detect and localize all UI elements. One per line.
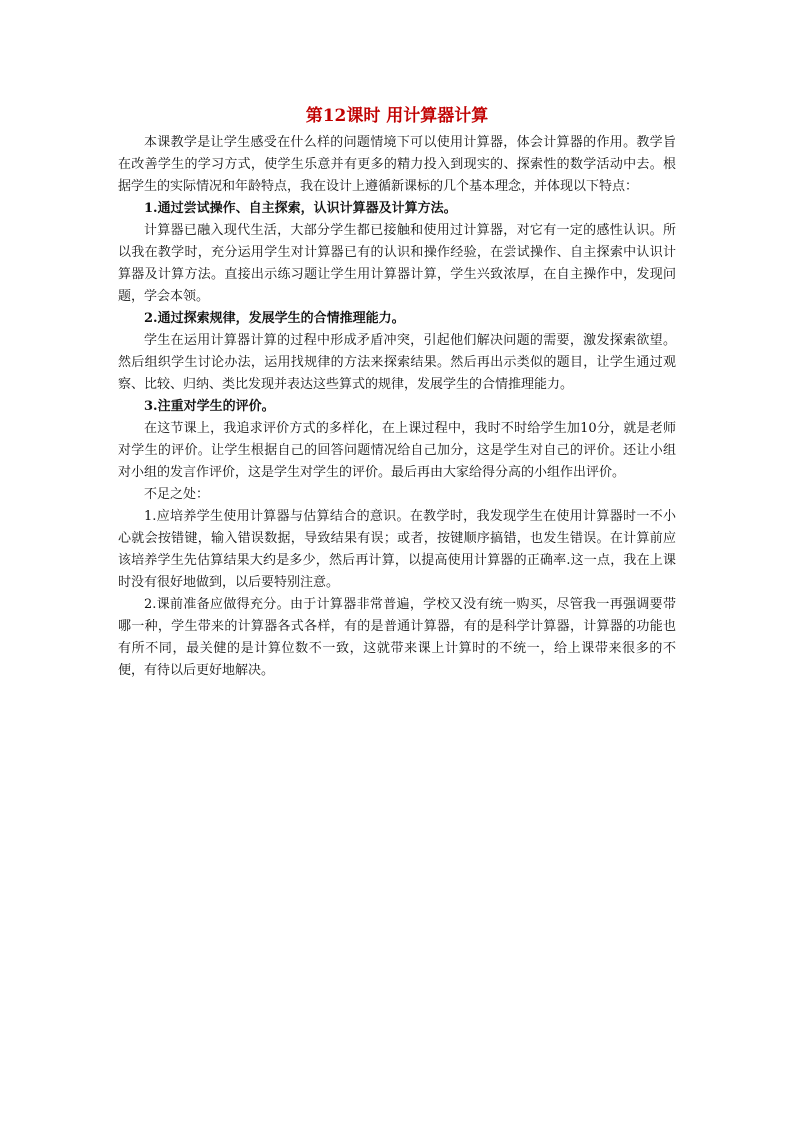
section-body-2: 学生在运用计算器计算的过程中形成矛盾冲突，引起他们解决问题的需要，激发探索欲望。然后组织学生讨论办法，运用找规律的方法来探索结果。然后再出示类似的题目，让学生通过观察、比较、归纳、类比发现并表达这些算式的规律，发展学生的合情推理能力。 bbox=[118, 333, 676, 392]
section-heading-1: 1.通过尝试操作、自主探索，认识计算器及计算方法。 bbox=[144, 201, 457, 216]
shortcomings-label: 不足之处： bbox=[144, 487, 210, 502]
section-body-1: 计算器已融入现代生活，大部分学生都已接触和使用过计算器，对它有一定的感性认识。所以我在教学时，充分运用学生对计算器已有的认识和操作经验，在尝试操作、自主探索中认识计算器及计算方法。直接出示练习题让学生用计算器计算，学生兴致浓厚，在自主操作中，发现问题，学会本领。 bbox=[118, 223, 676, 304]
document-content bbox=[118, 104, 676, 682]
shortcoming-item-2: 2.课前准备应做得充分。由于计算器非常普遍，学校又没有统一购买，尽管我一再强调要带哪一种，学生带来的计算器各式各样，有的是普通计算器，有的是科学计算器，计算器的功能也有所不同，最关健的是计算位数不一致，这就带来课上计算时的不统一，给上课带来很多的不便，有待以后更好地解决。 bbox=[118, 597, 676, 678]
section-heading-3: 3.注重对学生的评价。 bbox=[144, 399, 275, 414]
section-heading-2: 2.通过探索规律，发展学生的合情推理能力。 bbox=[144, 311, 405, 326]
intro-paragraph: 本课教学是让学生感受在什么样的问题情境下可以使用计算器，体会计算器的作用。教学旨在改善学生的学习方式，使学生乐意并有更多的精力投入到现实的、探索性的数学活动中去。根据学生的实际情况和年龄特点，我在设计上遵循新课标的几个基本理念，并体现以下特点： bbox=[118, 135, 676, 194]
shortcoming-item-1: 1.应培养学生使用计算器与估算结合的意识。在教学时，我发现学生在使用计算器时一不小心就会按错键，输入错误数据，导致结果有误；或者，按键顺序搞错，也发生错误。在计算前应该培养学生先估算结果大约是多少，然后再计算，以提高使用计算器的正确率.这一点，我在上课时没有很好地做到，以后要特别注意。 bbox=[118, 509, 676, 590]
section-body-3: 在这节课上，我追求评价方式的多样化，在上课过程中，我时不时给学生加10分，就是老师对学生的评价。让学生根据自己的回答问题情况给自己加分，这是学生对自己的评价。还让小组对小组的发言作评价，这是学生对学生的评价。最后再由大家给得分高的小组作出评价。 bbox=[118, 421, 676, 480]
document-title: 第12课时 用计算器计算 bbox=[305, 106, 489, 126]
